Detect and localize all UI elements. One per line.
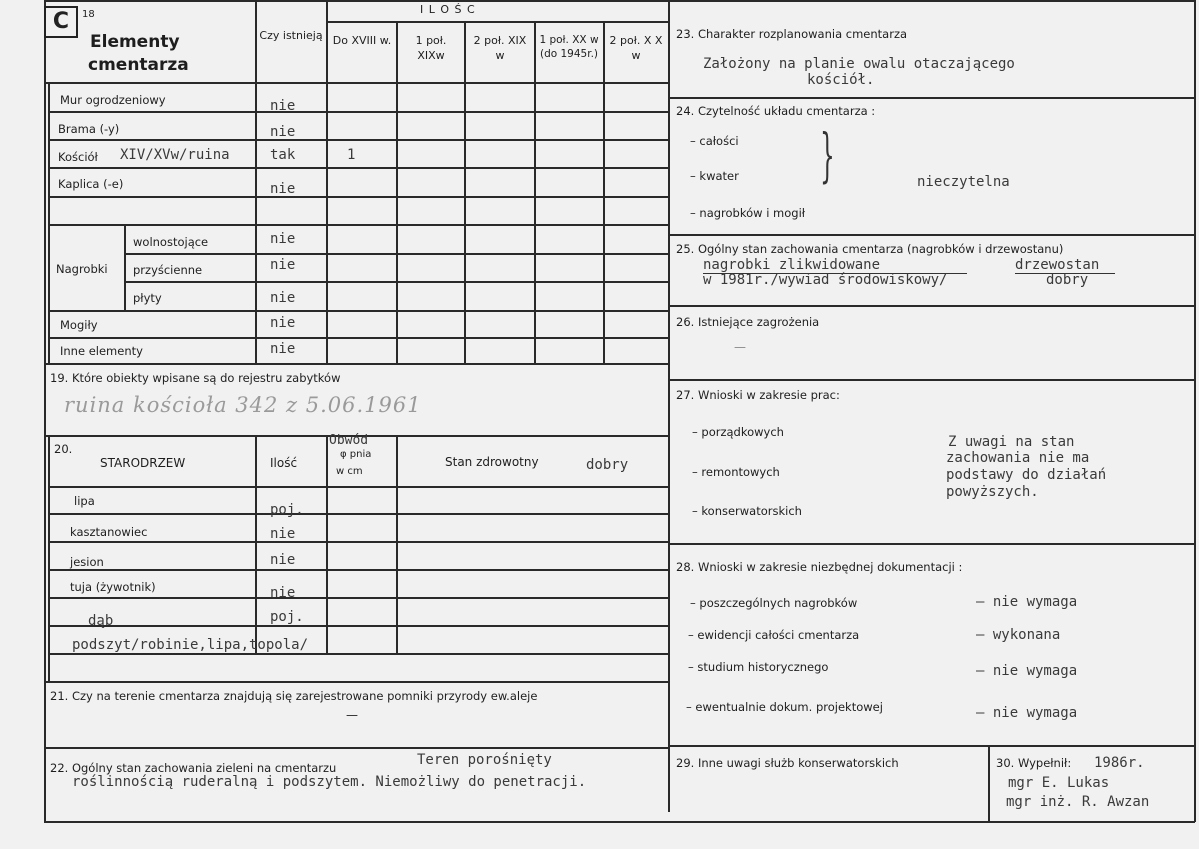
divider: [669, 543, 1194, 545]
divider: [124, 224, 126, 310]
elements-title-1: Elementy: [90, 32, 180, 52]
row-label: Mogiły: [60, 318, 98, 332]
q24-value: nieczytelna: [917, 174, 1010, 190]
q28-item: – poszczególnych nagrobków: [690, 596, 858, 610]
divider: [48, 435, 50, 681]
divider: [326, 21, 668, 23]
period-header: 2 poł. XIX w: [473, 34, 527, 62]
card-number: 18: [82, 9, 95, 20]
q21-value: —: [346, 708, 358, 722]
period-header: 2 poł. X X w: [609, 34, 663, 62]
tree-qty: nie: [270, 585, 296, 601]
row-exists: nie: [270, 231, 296, 247]
divider: [396, 21, 398, 363]
divider: [44, 821, 1195, 823]
q28-label: 28. Wnioski w zakresie niezbędnej dokumentacji :: [676, 560, 963, 574]
divider: [48, 486, 668, 488]
row-label: płyty: [133, 291, 162, 305]
divider: [669, 379, 1194, 381]
row-label: Kaplica (-e): [58, 177, 124, 191]
q28-value: – nie wymaga: [976, 663, 1078, 679]
period-header: 1 poł. XX w (do 1945r.): [539, 34, 599, 60]
q20-col-obwod-sub: φ pnia: [340, 449, 372, 460]
q27-label: 27. Wnioski w zakresie prac:: [676, 388, 840, 402]
q30-year: 1986r.: [1094, 755, 1145, 771]
ilosc-header: I L O Ś C: [420, 3, 476, 16]
divider: [255, 0, 257, 363]
divider: [48, 513, 668, 515]
divider: [44, 681, 668, 683]
q20-stan-value: dobry: [586, 457, 629, 473]
tree-extra: podszyt/robinie,lipa,topola/: [72, 637, 309, 653]
q23-label: 23. Charakter rozplanowania cmentarza: [676, 27, 908, 41]
divider: [396, 435, 398, 653]
row-exists: nie: [270, 290, 296, 306]
divider: [48, 653, 668, 655]
card-letter-box: C: [44, 6, 78, 38]
q24-item: – kwater: [690, 169, 739, 183]
q27-item: – porządkowych: [692, 425, 784, 439]
divider: [44, 363, 668, 365]
divider: [603, 21, 605, 363]
tree-label: jesion: [70, 555, 104, 569]
q28-item: – ewentualnie dokum. projektowej: [686, 700, 883, 714]
q28-item: – ewidencji całości cmentarza: [688, 628, 860, 642]
divider: [48, 224, 668, 226]
divider: [326, 435, 328, 653]
q20-col-obwod: Obwód: [329, 433, 369, 448]
divider: [669, 97, 1194, 99]
divider: [669, 745, 1194, 747]
tree-label: kasztanowiec: [70, 525, 148, 539]
divider: [48, 597, 668, 599]
q24-item: – nagrobków i mogił: [690, 206, 806, 220]
row-exists: tak: [270, 147, 296, 163]
nagrobki-label: Nagrobki: [56, 262, 108, 276]
q27-item: – konserwatorskich: [692, 504, 802, 518]
q28-value: – nie wymaga: [976, 594, 1078, 610]
q27-value: podstawy do działań: [946, 467, 1107, 483]
divider: [48, 196, 668, 198]
q25-left2: w 1981r./wywiad środowiskowy/: [703, 272, 948, 288]
row-exists: nie: [270, 98, 296, 114]
row-exists: nie: [270, 341, 296, 357]
row-label: Brama (-y): [58, 122, 120, 136]
q27-value: Z uwagi na stan: [948, 434, 1075, 450]
divider: [48, 541, 668, 543]
q22-line1: Teren porośnięty: [417, 752, 552, 768]
q25-right2: dobry: [1046, 272, 1089, 288]
divider: [255, 435, 257, 653]
divider: [669, 234, 1194, 236]
tree-qty: nie: [270, 526, 296, 542]
divider: [464, 21, 466, 363]
q20-col-obwod-unit: w cm: [336, 466, 363, 477]
divider: [326, 0, 328, 363]
tree-qty: poj.: [270, 502, 304, 518]
divider: [48, 625, 668, 627]
period-header: Do XVIII w.: [332, 34, 392, 47]
q30-label: 30. Wypełnił:: [996, 756, 1072, 770]
row-count: 1: [347, 147, 356, 163]
q25-right1: drzewostan: [1015, 258, 1115, 274]
brace-icon: }: [820, 121, 835, 189]
divider: [48, 139, 668, 141]
row-label: przyścienne: [133, 263, 203, 277]
tree-qty: nie: [270, 552, 296, 568]
divider: [48, 569, 668, 571]
divider: [44, 0, 46, 822]
divider: [44, 747, 668, 749]
divider: [48, 310, 668, 312]
q24-label: 24. Czytelność układu cmentarza :: [676, 104, 876, 118]
divider: [1194, 0, 1196, 822]
q25-left1: nagrobki zlikwidowane: [703, 258, 967, 274]
tree-qty: poj.: [270, 609, 304, 625]
row-exists: nie: [270, 124, 296, 140]
q21-label: 21. Czy na terenie cmentarza znajdują się zarejestrowane pomniki przyrody ew.aleje: [50, 689, 538, 703]
kosciol-note: XIV/XVw/ruina: [120, 147, 230, 163]
q29-label: 29. Inne uwagi służb konserwatorskich: [676, 756, 899, 770]
divider: [669, 305, 1194, 307]
q26-label: 26. Istniejące zagrożenia: [676, 315, 820, 329]
q25-label: 25. Ogólny stan zachowania cmentarza (nagrobków i drzewostanu): [676, 242, 1064, 256]
q30-person: mgr inż. R. Awzan: [1006, 794, 1150, 810]
q27-item: – remontowych: [692, 465, 780, 479]
row-exists: nie: [270, 257, 296, 273]
row-label: Mur ogrodzeniowy: [60, 93, 166, 107]
tree-label: tuja (żywotnik): [70, 580, 156, 594]
elements-title-2: cmentarza: [88, 55, 189, 75]
tree-label: lipa: [74, 494, 95, 508]
q30-person: mgr E. Lukas: [1008, 775, 1110, 791]
q27-value: powyższych.: [946, 484, 1039, 500]
q22-label: 22. Ogólny stan zachowania zieleni na cmentarzu: [50, 761, 337, 775]
q23-line1: Założony na planie owalu otaczającego: [703, 56, 1015, 72]
divider: [48, 111, 668, 113]
divider: [48, 167, 668, 169]
row-label: Kościół: [58, 150, 98, 164]
q27-value: zachowania nie ma: [946, 450, 1090, 466]
divider: [44, 0, 1194, 2]
q28-item: – studium historycznego: [688, 660, 829, 674]
q22-line2: roślinnością ruderalną i podszytem. Niemożliwy do penetracji.: [72, 774, 587, 790]
divider: [48, 82, 50, 363]
col-exists-header: Czy istnieją: [259, 29, 323, 42]
divider: [988, 745, 990, 822]
q20-col-ilosc: Ilość: [270, 456, 298, 470]
divider: [48, 337, 668, 339]
q26-value: —: [734, 340, 746, 354]
period-header: 1 poł. XIXw: [415, 34, 447, 62]
q24-item: – całości: [690, 134, 739, 148]
q20-col-stan: Stan zdrowotny: [445, 455, 539, 469]
row-exists: nie: [270, 181, 296, 197]
divider: [668, 0, 670, 812]
divider: [44, 82, 668, 84]
q28-value: – nie wymaga: [976, 705, 1078, 721]
row-label: Inne elementy: [60, 344, 143, 358]
q19-value-handwritten: ruina kościoła 342 z 5.06.1961: [64, 393, 422, 417]
q20-number: 20.: [54, 442, 73, 456]
row-exists: nie: [270, 315, 296, 331]
divider: [534, 21, 536, 363]
q28-value: – wykonana: [976, 627, 1061, 643]
row-label: wolnostojące: [133, 235, 209, 249]
q20-title: STARODRZEW: [100, 456, 186, 470]
tree-label: dąb: [88, 613, 114, 629]
q23-line2: kościół.: [807, 72, 875, 88]
q19-label: 19. Które obiekty wpisane są do rejestru zabytków: [50, 371, 341, 385]
